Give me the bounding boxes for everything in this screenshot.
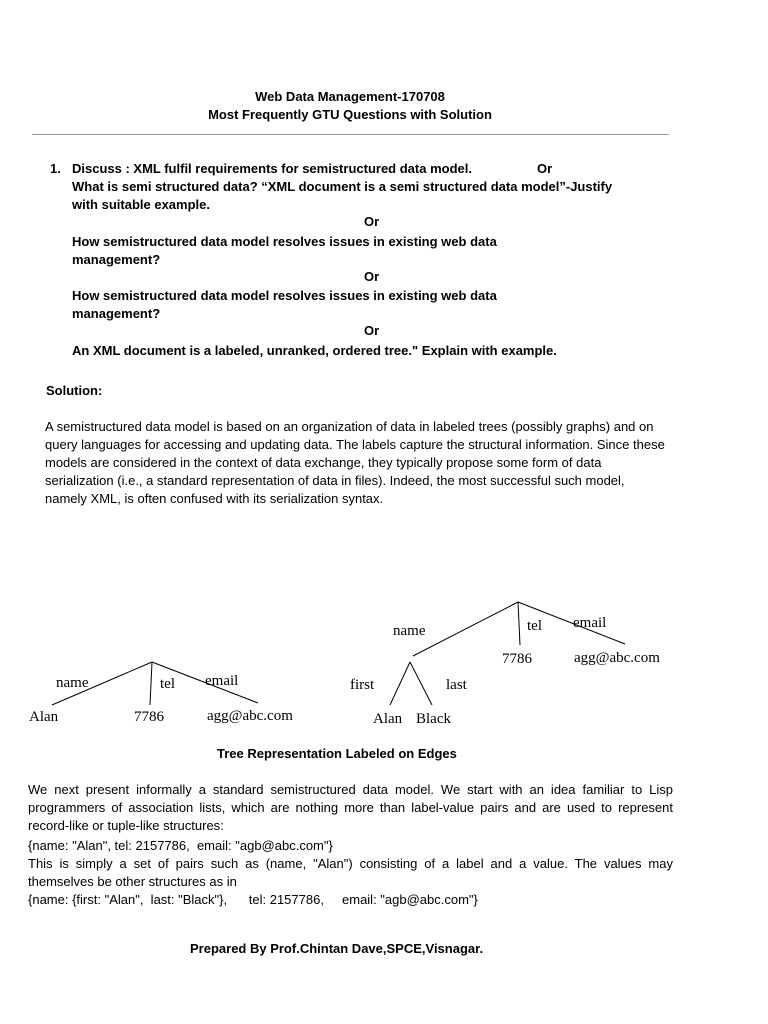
tree2-label-tel: tel bbox=[527, 618, 542, 634]
question-line-6: How semistructured data model resolves issues in existing web data bbox=[72, 288, 497, 303]
tree2-edge-tel bbox=[518, 602, 520, 645]
tree2-leaf-tel: 7786 bbox=[502, 651, 532, 667]
question-line-4: How semistructured data model resolves issues in existing web data bbox=[72, 234, 497, 249]
question-or-1: Or bbox=[364, 214, 380, 229]
tree2-leaf-first: Alan bbox=[373, 711, 403, 727]
tree1-leaf-alan: Alan bbox=[29, 709, 59, 725]
header-divider bbox=[32, 134, 669, 135]
body-paragraph-1: We next present informally a standard semistructured data model. We start with an idea familiar to Lisp programmers of association lists, which are nothing more than label-value pairs and are used to represent record-like or tuple-like structures: bbox=[28, 782, 673, 833]
code-example-1: {name: "Alan", tel: 2157786, email: "agb@abc.com"} bbox=[28, 838, 333, 853]
question-line-7: management? bbox=[72, 306, 161, 321]
question-line-5: management? bbox=[72, 252, 161, 267]
tree2-edge-last bbox=[410, 662, 432, 705]
question-or-inline: Or bbox=[537, 161, 553, 176]
figure-caption: Tree Representation Labeled on Edges bbox=[217, 746, 457, 761]
tree1-label-tel: tel bbox=[160, 676, 175, 692]
tree1-leaf-email: agg@abc.com bbox=[207, 708, 293, 724]
tree2-leaf-email: agg@abc.com bbox=[574, 650, 660, 666]
tree2-label-email: email bbox=[573, 615, 607, 631]
tree2-label-name: name bbox=[393, 623, 426, 639]
question-line-3: with suitable example. bbox=[72, 197, 210, 212]
question-line-2: What is semi structured data? “XML document is a semi structured data model”-Justify bbox=[72, 179, 613, 194]
tree1-leaf-tel: 7786 bbox=[134, 709, 164, 725]
solution-paragraph: A semistructured data model is based on an organization of data in labeled trees (possibly graphs) and on query languages for accessing and updating data. The labels capture the structural information. Since these models are considered in the context of data exchange, they typically propose some form of data serialization (i.e., a standard representation of data in files). Indeed, the most successful such model, namely XML, is often confused with its serialization syntax. bbox=[45, 419, 665, 506]
document-title: Web Data Management-170708 bbox=[255, 89, 445, 104]
body-paragraph-2: This is simply a set of pairs such as (name, "Alan") consisting of a label and a value. The values may themselves be other structures as in bbox=[28, 856, 673, 889]
solution-heading: Solution: bbox=[46, 383, 103, 398]
tree2-edge-name bbox=[413, 602, 518, 656]
document-subtitle: Most Frequently GTU Questions with Solution bbox=[208, 107, 492, 122]
question-line-8: An XML document is a labeled, unranked, ordered tree." Explain with example. bbox=[72, 343, 557, 358]
tree2-leaf-last: Black bbox=[416, 711, 451, 727]
tree2-label-first: first bbox=[350, 677, 375, 693]
tree1-label-name: name bbox=[56, 675, 89, 691]
question-line-1: Discuss : XML fulfil requirements for semistructured data model. bbox=[72, 161, 472, 176]
footer-credit: Prepared By Prof.Chintan Dave,SPCE,Visnagar. bbox=[190, 941, 484, 956]
code-example-2: {name: {first: "Alan", last: "Black"}, tel: 2157786, email: "agb@abc.com"} bbox=[28, 892, 478, 907]
tree2-edge-first bbox=[390, 662, 410, 705]
question-or-2: Or bbox=[364, 269, 380, 284]
question-or-3: Or bbox=[364, 323, 380, 338]
tree1-edge-tel bbox=[150, 662, 152, 705]
question-number: 1. bbox=[50, 161, 61, 176]
tree-diagrams bbox=[0, 590, 768, 740]
tree2-label-last: last bbox=[446, 677, 467, 693]
tree1-label-email: email bbox=[205, 673, 239, 689]
